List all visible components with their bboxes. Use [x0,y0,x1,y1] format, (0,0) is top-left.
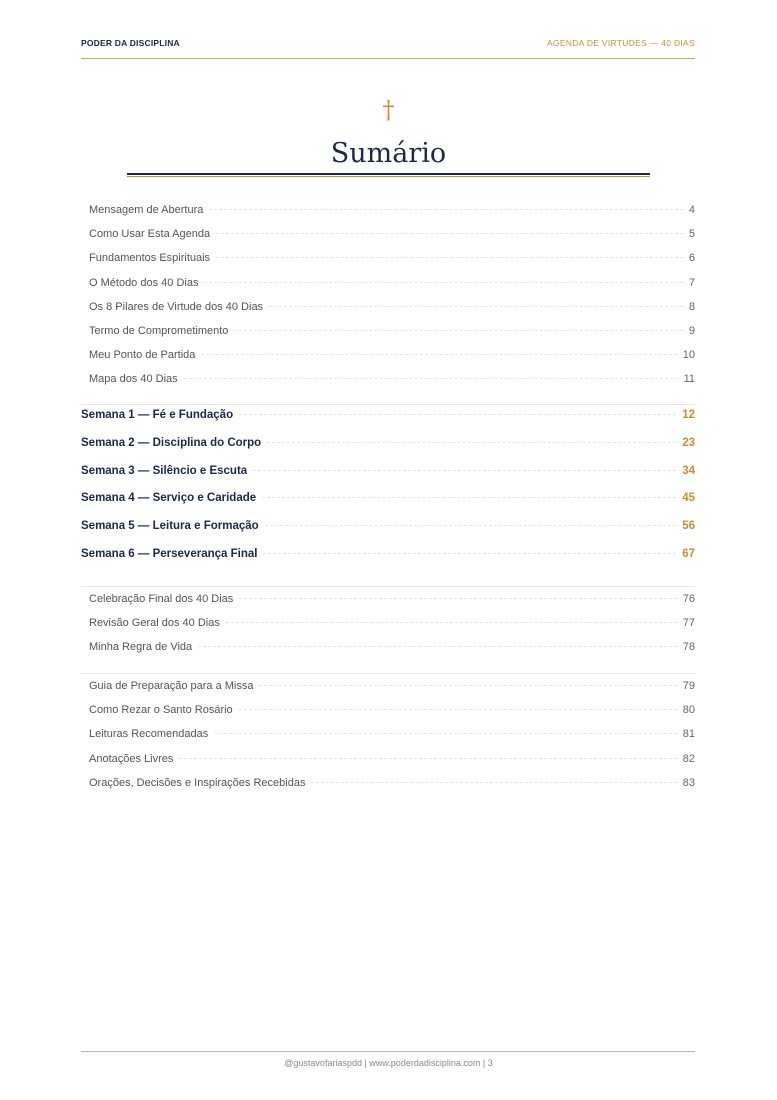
toc-entry[interactable] [81,617,695,641]
toc-entry[interactable] [81,680,695,704]
dotted-leader [198,646,677,647]
toc-entry[interactable] [81,409,695,437]
toc-entry-page-number: 5 [688,228,695,241]
dotted-leader [179,758,676,759]
toc-entry-page-number: 11 [683,373,695,386]
dotted-leader [269,306,683,307]
toc-entry-label: Celebração Final dos 40 Dias [89,593,234,605]
section-divider [81,673,695,674]
toc-entry[interactable] [81,277,695,301]
toc-entry[interactable] [81,325,695,349]
toc-closing-section [81,593,695,666]
toc-entry-label: Semana 1 — Fé e Fundação [81,409,234,421]
toc-entry-label: Semana 4 — Serviço e Caridade [81,492,257,505]
toc-entry-page-number: 67 [682,547,695,560]
brand-name: PODER DA DISCIPLINA [81,38,180,48]
toc-entry[interactable] [81,492,695,520]
toc-entry-page-number: 9 [688,324,695,337]
toc-entry[interactable] [81,373,695,397]
toc-entry[interactable] [81,465,695,493]
toc-entry-label: Semana 5 — Leitura e Formação [81,520,259,533]
footer-divider [81,1051,695,1052]
toc-entry-page-number: 77 [682,617,695,630]
page-title: Sumário [330,138,447,169]
toc-entry-label: Fundamentos Espirituais [89,252,211,265]
toc-entry-label: Guia de Preparação para a Missa [89,680,254,692]
page-header [81,38,695,59]
dotted-leader [253,470,676,471]
toc-entry-page-number: 76 [682,593,695,605]
dotted-leader [267,442,676,443]
toc-entry[interactable] [81,753,695,777]
toc-entry-page-number: 34 [682,464,695,477]
dotted-leader [239,414,676,415]
dotted-leader [259,685,676,686]
toc-entry-page-number: 12 [682,409,695,421]
dotted-leader [216,257,683,258]
toc-entry[interactable] [81,548,695,576]
toc-entry[interactable] [81,204,695,228]
toc-entry[interactable] [81,437,695,465]
dotted-leader [204,282,682,283]
toc-entry-page-number: 6 [688,252,695,265]
toc-entry-page-number: 10 [682,349,695,362]
toc-entry-label: Meu Ponto de Partida [89,349,196,362]
toc-entry-page-number: 79 [682,680,695,692]
toc-entry-page-number: 8 [688,300,695,313]
toc-entry-page-number: 56 [682,520,695,533]
dotted-leader [201,354,676,355]
toc-entry-page-number: 7 [688,276,695,289]
toc-entry[interactable] [81,228,695,252]
toc-entry[interactable] [81,777,695,801]
title-divider [127,173,650,177]
toc-entry-label: Semana 3 — Silêncio e Escuta [81,464,248,477]
dotted-leader [209,209,683,210]
toc-entry-label: Os 8 Pilares de Virtude dos 40 Dias [89,300,264,313]
section-divider [81,404,695,405]
toc-entry-label: Semana 6 — Perseverança Final [81,547,258,560]
toc-entry[interactable] [81,593,695,617]
toc-entry-page-number: 82 [682,752,695,765]
header-subtitle: AGENDA DE VIRTUDES — 40 DIAS [546,38,695,48]
toc-entry-page-number: 45 [682,492,695,505]
toc-entry[interactable] [81,704,695,728]
toc-entry[interactable] [81,252,695,276]
toc-entry-label: Como Usar Esta Agenda [89,228,211,241]
toc-entry-page-number: 80 [682,704,695,717]
toc-entry-label: Mapa dos 40 Dias [89,373,178,386]
toc-entry[interactable] [81,520,695,548]
dotted-leader [265,525,677,526]
toc-entry-label: Revisão Geral dos 40 Dias [89,617,220,630]
dotted-leader [214,733,677,734]
dotted-leader [263,553,676,554]
toc-entry-page-number: 23 [682,436,695,449]
dotted-leader [216,233,683,234]
toc-entry-label: Semana 2 — Disciplina do Corpo [81,436,262,449]
footer-text: @gustavofariaspdd | www.poderdadisciplina.com | 3 [284,1058,493,1068]
toc-entry-label: Leituras Recomendadas [89,728,209,741]
toc-entry-label: Mensagem de Abertura [89,204,204,216]
dotted-leader [239,598,676,599]
dotted-leader [262,497,676,498]
toc-appendix-section [81,680,695,801]
toc-entry-label: Como Rezar o Santo Rosário [89,704,233,717]
dotted-leader [234,330,682,331]
toc-entry-page-number: 81 [682,728,695,741]
dotted-leader [239,709,677,710]
dotted-leader [184,378,678,379]
toc-entry-label: Minha Regra de Vida [89,641,193,654]
toc-entry[interactable] [81,349,695,373]
toc-entry-label: Orações, Decisões e Inspirações Recebidas [89,776,306,789]
toc-entry-label: Termo de Comprometimento [89,324,229,337]
cross-icon: † [382,96,395,124]
toc-entry-label: O Método dos 40 Dias [89,276,199,289]
toc-entry-page-number: 83 [682,776,695,789]
section-divider [81,586,695,587]
toc-entry-page-number: 4 [688,204,695,216]
toc-weeks-section [81,409,695,576]
toc-intro-section [81,204,695,398]
dotted-leader [311,782,676,783]
toc-entry-page-number: 78 [682,641,695,654]
dotted-leader [226,622,677,623]
toc-entry[interactable] [81,641,695,665]
toc-entry[interactable] [81,728,695,752]
toc-entry[interactable] [81,301,695,325]
toc-entry-label: Anotações Livres [89,752,174,765]
